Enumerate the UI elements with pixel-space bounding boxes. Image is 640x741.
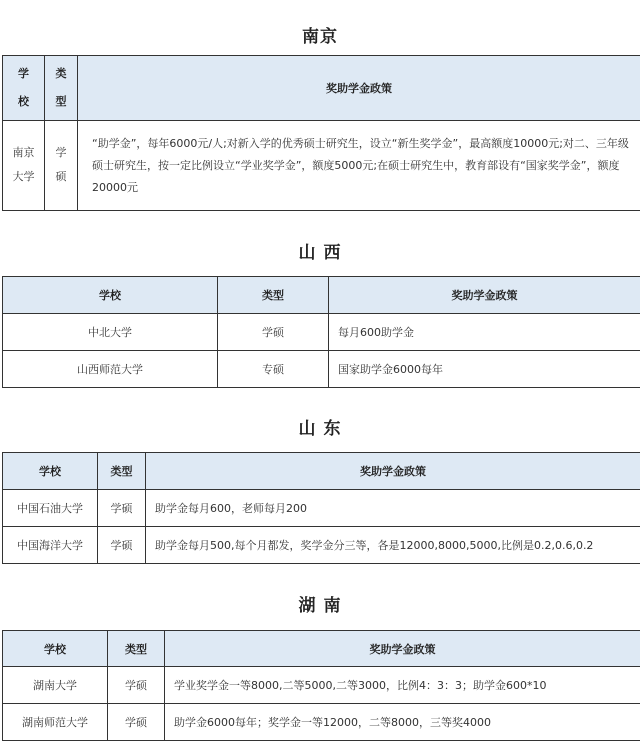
cell-type: 学硕 [218,314,329,351]
section-title: 山 西 [298,243,342,263]
section-title: 湖 南 [298,596,342,616]
header-school: 学校 [3,56,45,121]
scholarship-table [2,452,640,564]
header-school: 学校 [3,631,108,667]
cell-school: 湖南大学 [3,667,108,704]
header-school: 学校 [3,277,218,314]
header-type: 类型 [108,631,165,667]
table-row [3,667,640,704]
section-title: 山 东 [298,419,342,439]
cell-policy: 学业奖学金一等8000,二等5000,二等3000，比例4：3：3；助学金600*10 [165,667,640,704]
cell-type: 学硕 [108,667,165,704]
cell-type: 专硕 [218,351,329,388]
table-row [3,704,640,741]
header-school: 学校 [3,453,98,490]
header-policy: 奖助学金政策 [329,277,640,314]
section-title: 南京 [302,27,338,47]
cell-type: 学硕 [108,704,165,741]
header-type: 类型 [45,56,78,121]
cell-policy: “助学金”，每年6000元/人;对新入学的优秀硕士研究生，设立“新生奖学金”，最高额度10000元;对二、三年级硕士研究生，按一定比例设立“学业奖学金”，额度5000元;在硕士研究生中，教育部设有“国家奖学金”，额度20000元 [78,121,640,211]
table-row [3,527,640,564]
header-policy: 奖助学金政策 [78,56,640,121]
table-row [3,314,640,351]
scholarship-table [2,55,640,211]
cell-policy: 国家助学金6000每年 [329,351,640,388]
cell-type: 学硕 [98,490,146,527]
cell-school: 中国海洋大学 [3,527,98,564]
table-row [3,351,640,388]
table-row [3,490,640,527]
header-type: 类型 [98,453,146,490]
cell-type: 学硕 [45,121,78,211]
scholarship-table [2,630,640,741]
header-policy: 奖助学金政策 [146,453,640,490]
cell-policy: 助学金6000每年；奖学金一等12000，二等8000，三等奖4000 [165,704,640,741]
cell-school: 中北大学 [3,314,218,351]
cell-school: 南京大学 [3,121,45,211]
cell-type: 学硕 [98,527,146,564]
cell-policy: 助学金每月500,每个月都发，奖学金分三等，各是12000,8000,5000,比例是0.2,0.6,0.2 [146,527,640,564]
cell-policy: 每月600助学金 [329,314,640,351]
cell-school: 山西师范大学 [3,351,218,388]
scholarship-table [2,276,640,388]
cell-policy: 助学金每月600，老师每月200 [146,490,640,527]
header-policy: 奖助学金政策 [165,631,640,667]
cell-school: 中国石油大学 [3,490,98,527]
header-type: 类型 [218,277,329,314]
cell-school: 湖南师范大学 [3,704,108,741]
